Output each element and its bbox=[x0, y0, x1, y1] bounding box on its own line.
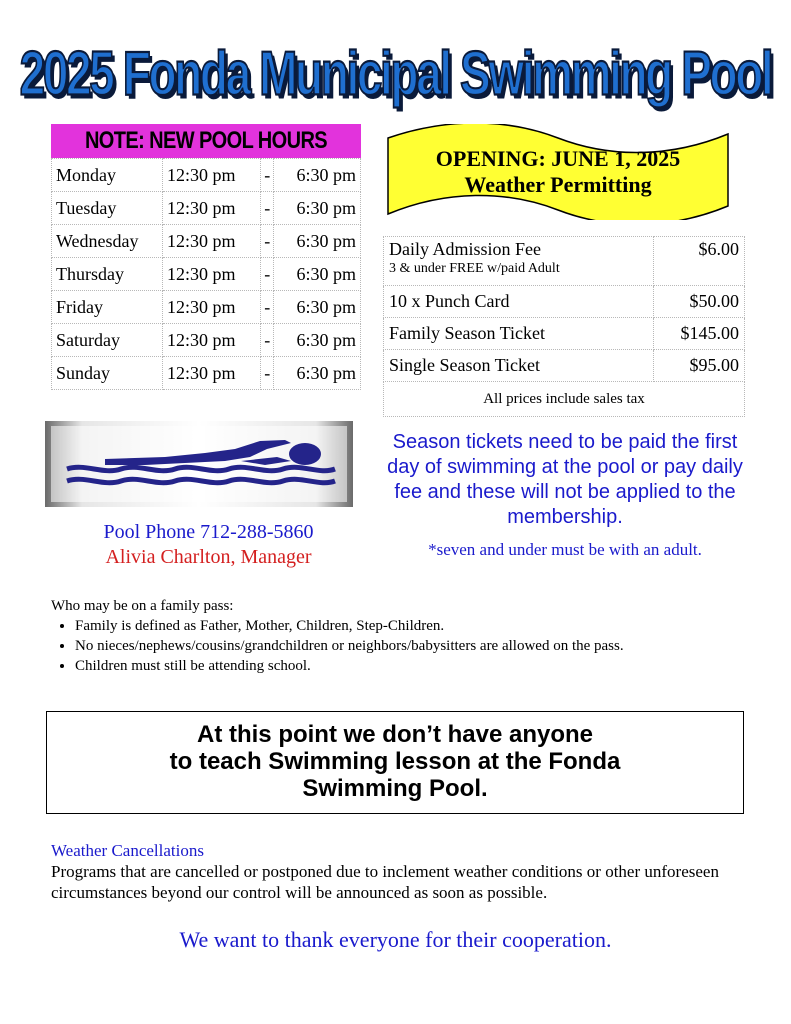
family-pass-heading: Who may be on a family pass: bbox=[51, 598, 234, 614]
hours-row bbox=[52, 192, 361, 225]
hours-day: Tuesday bbox=[52, 192, 163, 225]
pool-phone: Pool Phone 712-288-5860 bbox=[103, 521, 314, 543]
fee-price: $95.00 bbox=[654, 350, 745, 382]
new-hours-note: NOTE: NEW POOL HOURS bbox=[51, 124, 361, 158]
weather-body: Programs that are cancelled or postponed due to inclement weather conditions or other unforeseen circumstances beyond our control will be announced as soon as possible. bbox=[51, 862, 719, 902]
fee-label: 10 x Punch Card bbox=[389, 291, 510, 311]
hours-open: 12:30 pm bbox=[163, 357, 261, 390]
lessons-line: Swimming Pool. bbox=[302, 775, 488, 802]
fee-row bbox=[384, 286, 745, 318]
fee-price: $6.00 bbox=[654, 237, 745, 286]
hours-row bbox=[52, 159, 361, 192]
hours-separator: - bbox=[261, 258, 274, 291]
family-pass-list bbox=[51, 616, 771, 676]
fee-price: $50.00 bbox=[654, 286, 745, 318]
hours-open: 12:30 pm bbox=[163, 159, 261, 192]
fees-table bbox=[383, 236, 745, 417]
fee-label-cell bbox=[384, 237, 654, 286]
hours-open: 12:30 pm bbox=[163, 258, 261, 291]
hours-row bbox=[52, 324, 361, 357]
opening-banner bbox=[386, 124, 730, 220]
lessons-line: to teach Swimming lesson at the Fonda bbox=[169, 748, 621, 775]
family-pass-item: • Family is defined as Father, Mother, Children, Step-Children. bbox=[75, 616, 771, 636]
fee-price: $145.00 bbox=[654, 318, 745, 350]
swimmer-logo bbox=[45, 421, 353, 507]
fee-row bbox=[384, 350, 745, 382]
fee-label: Family Season Ticket bbox=[389, 323, 546, 343]
family-pass-item: • No nieces/nephews/cousins/grandchildren or neighbors/babysitters are allowed on the pass. bbox=[75, 636, 771, 656]
hours-row bbox=[52, 291, 361, 324]
family-pass-item: • Children must still be attending school. bbox=[75, 656, 771, 676]
fee-label-cell bbox=[384, 318, 654, 350]
hours-open: 12:30 pm bbox=[163, 225, 261, 258]
fee-row bbox=[384, 237, 745, 286]
hours-separator: - bbox=[261, 225, 274, 258]
hours-day: Friday bbox=[52, 291, 163, 324]
hours-row bbox=[52, 258, 361, 291]
opening-date: OPENING: JUNE 1, 2025 bbox=[435, 146, 681, 171]
hours-close: 6:30 pm bbox=[274, 291, 361, 324]
lessons-notice bbox=[46, 711, 744, 814]
hours-separator: - bbox=[261, 159, 274, 192]
hours-close: 6:30 pm bbox=[274, 357, 361, 390]
fee-label-cell bbox=[384, 286, 654, 318]
hours-row bbox=[52, 225, 361, 258]
hours-separator: - bbox=[261, 192, 274, 225]
fee-label-cell bbox=[384, 350, 654, 382]
hours-open: 12:30 pm bbox=[163, 192, 261, 225]
hours-day: Wednesday bbox=[52, 225, 163, 258]
age-note: *seven and under must be with an adult. bbox=[428, 540, 702, 559]
page-title: 2025 Fonda Municipal Swimming Pool bbox=[19, 37, 772, 109]
thanks-message: We want to thank everyone for their cooperation. bbox=[179, 927, 612, 952]
fee-row bbox=[384, 318, 745, 350]
opening-text bbox=[386, 146, 730, 198]
pool-hours-table bbox=[51, 124, 361, 390]
swimmer-icon bbox=[45, 421, 353, 507]
hours-day: Sunday bbox=[52, 357, 163, 390]
hours-close: 6:30 pm bbox=[274, 258, 361, 291]
lessons-line: At this point we don’t have anyone bbox=[196, 721, 594, 748]
hours-row bbox=[52, 357, 361, 390]
season-ticket-note: Season tickets need to be paid the first day of swimming at the pool or pay daily fee and these will not be applied to the membership. bbox=[387, 431, 743, 528]
contact-info bbox=[45, 520, 372, 570]
hours-open: 12:30 pm bbox=[163, 324, 261, 357]
hours-close: 6:30 pm bbox=[274, 225, 361, 258]
family-pass-info bbox=[51, 596, 771, 676]
fee-note-row bbox=[384, 382, 745, 417]
weather-permitting: Weather Permitting bbox=[464, 172, 652, 197]
sales-tax-note: All prices include sales tax bbox=[384, 382, 745, 417]
hours-separator: - bbox=[261, 291, 274, 324]
hours-day: Thursday bbox=[52, 258, 163, 291]
hours-separator: - bbox=[261, 324, 274, 357]
hours-day: Monday bbox=[52, 159, 163, 192]
fee-sublabel: 3 & under FREE w/paid Adult bbox=[389, 261, 560, 276]
hours-close: 6:30 pm bbox=[274, 192, 361, 225]
fee-label: Single Season Ticket bbox=[389, 355, 541, 375]
fee-label: Daily Admission Fee bbox=[389, 239, 541, 259]
weather-title: Weather Cancellations bbox=[51, 841, 204, 860]
manager-name: Alivia Charlton, Manager bbox=[105, 546, 312, 568]
hours-close: 6:30 pm bbox=[274, 324, 361, 357]
weather-cancellations bbox=[51, 840, 751, 903]
hours-day: Saturday bbox=[52, 324, 163, 357]
hours-separator: - bbox=[261, 357, 274, 390]
hours-open: 12:30 pm bbox=[163, 291, 261, 324]
hours-close: 6:30 pm bbox=[274, 159, 361, 192]
